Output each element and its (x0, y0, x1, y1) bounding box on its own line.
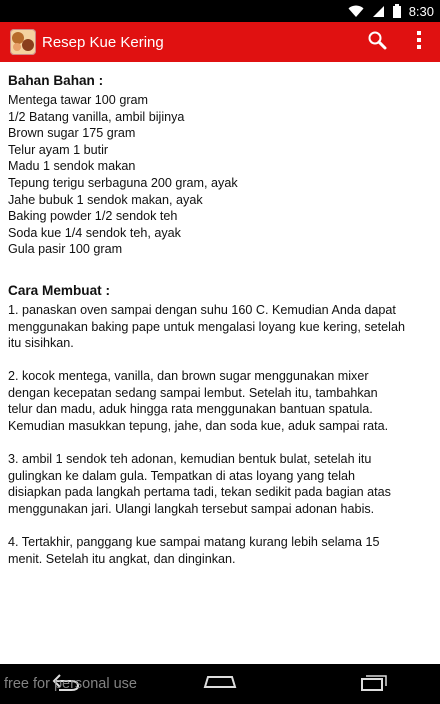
ingredient-item: Madu 1 sendok makan (8, 159, 136, 174)
recents-icon (360, 672, 388, 697)
step-line: 1. panaskan oven sampai dengan suhu 160 C. Kemudian Anda dapat (8, 302, 396, 317)
app-bar (0, 22, 440, 62)
step-line: 2. kocok mentega, vanilla, dan brown sugar menggunakan mixer (8, 369, 369, 384)
step-item (8, 302, 432, 352)
recipe-content (8, 72, 432, 584)
watermark-text: free for personal use (4, 676, 137, 692)
steps-list (8, 302, 432, 567)
ingredient-item: Brown sugar 175 gram (8, 126, 136, 141)
ingredient-item: Gula pasir 100 gram (8, 242, 123, 257)
signal-icon (372, 5, 385, 18)
ingredient-item: Baking powder 1/2 sendok teh (8, 209, 178, 224)
search-icon (367, 30, 387, 55)
step-line: disiapkan pada langkah pertama tadi, tekan sedikit pada bagian atas (8, 485, 391, 500)
overflow-menu-icon (416, 30, 422, 55)
status-time: 8:30 (408, 3, 434, 19)
step-line: dengan kecepatan sedang sampai lembut. Setelah itu, tambahkan (8, 385, 378, 400)
battery-icon (393, 4, 401, 18)
step-item (8, 451, 432, 517)
step-line: menggunakan jari. Ulangi langkah tersebut sampai adonan habis. (8, 501, 375, 516)
search-button[interactable] (356, 22, 398, 62)
status-bar (0, 0, 440, 22)
step-line: gulingkan ke dalam gula. Tempatkan di atas loyang yang telah (8, 468, 356, 483)
ingredient-item: Mentega tawar 100 gram (8, 93, 149, 107)
ingredient-item: Soda kue 1/4 sendok teh, ayak (8, 225, 181, 240)
step-line: itu sisihkan. (8, 336, 74, 351)
step-line: 4. Tertakhir, panggang kue sampai matang kurang lebih selama 15 (8, 534, 380, 549)
step-line: Kemudian masukkan tepung, jahe, dan soda kue, aduk sampai rata. (8, 419, 389, 433)
ingredient-item: 1/2 Batang vanilla, ambil bijinya (8, 109, 185, 124)
app-logo-icon[interactable] (10, 29, 36, 55)
ingredients-list (8, 92, 432, 258)
overflow-menu-button[interactable] (398, 22, 440, 62)
back-button[interactable] (36, 670, 96, 698)
ingredient-item: Jahe bubuk 1 sendok makan, ayak (8, 192, 203, 207)
step-line: 3. ambil 1 sendok teh adonan, kemudian bentuk bulat, setelah itu (8, 452, 372, 467)
steps-heading: Cara Membuat : (8, 282, 110, 298)
ingredients-heading: Bahan Bahan : (8, 73, 104, 88)
step-line: menggunakan baking pape untuk mengalasi loyang kue kering, setelah (8, 319, 405, 334)
app-title: Resep Kue Kering (42, 33, 164, 51)
ingredient-item: Tepung terigu serbaguna 200 gram, ayak (8, 175, 238, 190)
recents-button[interactable] (344, 670, 404, 698)
home-button[interactable] (190, 670, 250, 698)
wifi-icon (348, 5, 364, 18)
step-item (8, 368, 432, 434)
step-item (8, 534, 432, 567)
back-icon (51, 673, 81, 696)
step-line: telur dan madu, aduk hingga rata menggunakan bantuan spatula. (8, 402, 373, 417)
home-icon (203, 675, 237, 694)
navigation-bar (0, 664, 440, 704)
ingredient-item: Telur ayam 1 butir (8, 142, 109, 157)
step-line: menit. Setelah itu angkat, dan dinginkan. (8, 551, 236, 566)
